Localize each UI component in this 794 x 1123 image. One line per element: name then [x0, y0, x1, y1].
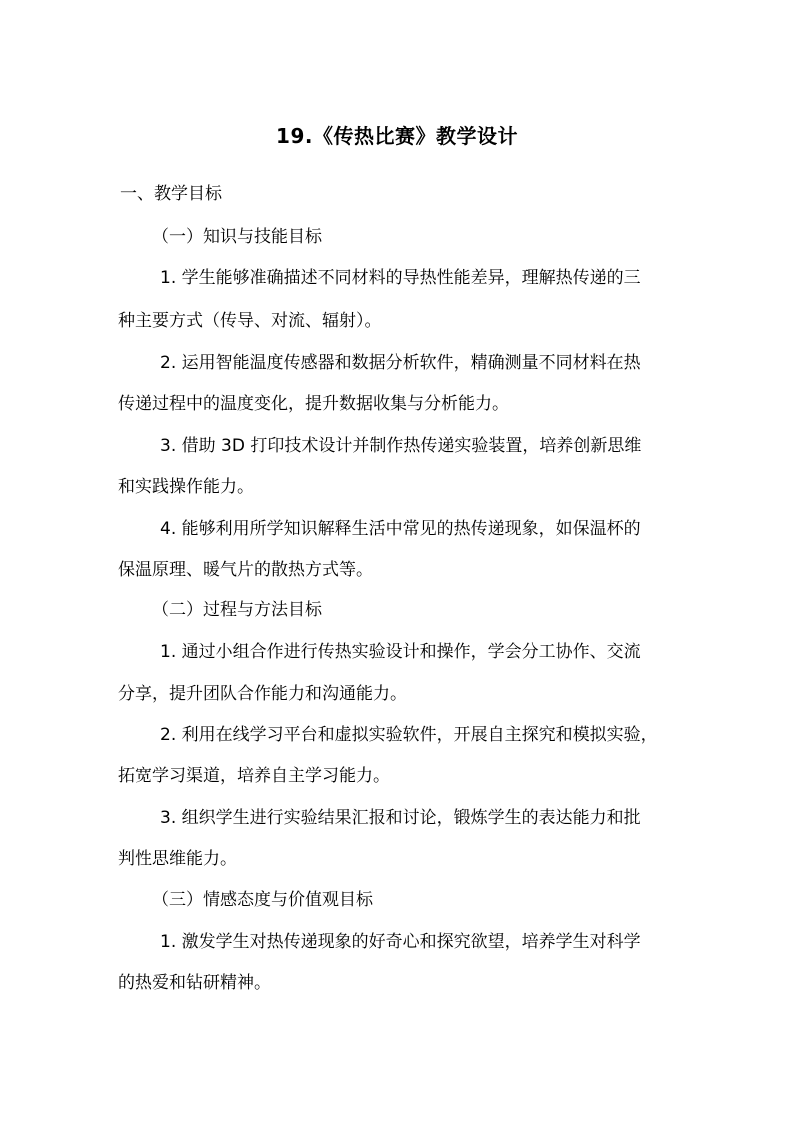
section-heading-objectives: 一、教学目标	[120, 184, 222, 204]
paragraph-line: 和实践操作能力。	[118, 477, 254, 497]
paragraph-line: 的热爱和钻研精神。	[118, 973, 271, 993]
paragraph-line: 3. 组织学生进行实验结果汇报和讨论，锻炼学生的表达能力和批	[160, 808, 641, 828]
document-title: 19.《传热比赛》教学设计	[276, 124, 518, 148]
subsection-heading-attitudes-values: （三）情感态度与价值观目标	[152, 890, 373, 910]
subsection-heading-knowledge-skills: （一）知识与技能目标	[152, 227, 322, 247]
paragraph-line: 1. 通过小组合作进行传热实验设计和操作，学会分工协作、交流	[160, 642, 641, 662]
paragraph-line: 2. 运用智能温度传感器和数据分析软件，精确测量不同材料在热	[160, 353, 641, 373]
paragraph-line: 4. 能够利用所学知识解释生活中常见的热传递现象，如保温杯的	[160, 519, 641, 539]
subsection-heading-process-methods: （二）过程与方法目标	[152, 600, 322, 620]
paragraph-line: 1. 学生能够准确描述不同材料的导热性能差异，理解热传递的三	[160, 268, 641, 288]
paragraph-line: 拓宽学习渠道，培养自主学习能力。	[118, 766, 390, 786]
paragraph-line: 1. 激发学生对热传递现象的好奇心和探究欲望，培养学生对科学	[160, 932, 641, 952]
paragraph-line: 种主要方式（传导、对流、辐射）。	[118, 311, 382, 331]
paragraph-line: 判性思维能力。	[118, 849, 237, 869]
paragraph-line: 保温原理、暖气片的散热方式等。	[118, 560, 373, 580]
paragraph-line: 传递过程中的温度变化，提升数据收集与分析能力。	[118, 394, 509, 414]
paragraph-line: 分享，提升团队合作能力和沟通能力。	[118, 684, 407, 704]
paragraph-line: 3. 借助 3D 打印技术设计并制作热传递实验装置，培养创新思维	[160, 436, 642, 456]
paragraph-line: 2. 利用在线学习平台和虚拟实验软件，开展自主探究和模拟实验，	[160, 725, 658, 745]
